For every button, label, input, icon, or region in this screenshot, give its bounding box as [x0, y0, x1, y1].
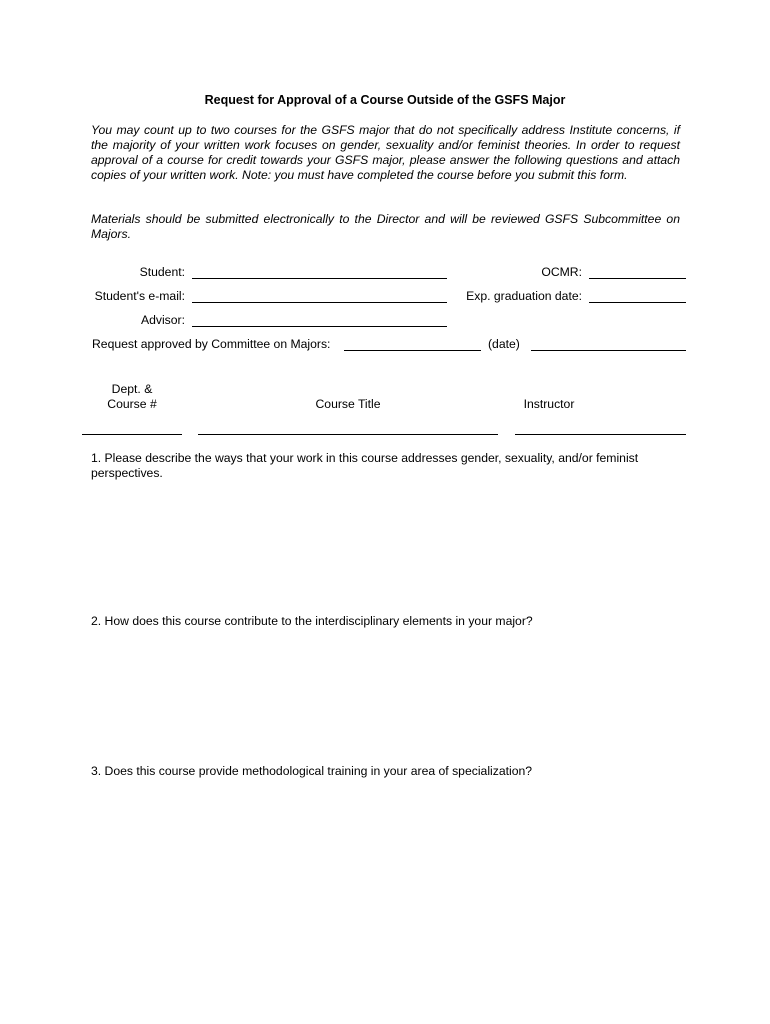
email-field[interactable] — [192, 302, 447, 303]
graduation-label: Exp. graduation date: — [466, 289, 582, 303]
course-title-header: Course Title — [315, 397, 381, 411]
advisor-field[interactable] — [192, 326, 447, 327]
question-1: 1. Please describe the ways that your work in this course addresses gender, sexuality, and/or feminist perspectives. — [91, 451, 639, 480]
instructor-field[interactable] — [515, 434, 686, 435]
ocmr-label: OCMR: — [541, 265, 582, 279]
approval-field[interactable] — [344, 350, 481, 351]
dept-course-field[interactable] — [82, 434, 182, 435]
date-label: (date) — [488, 337, 520, 351]
instructor-header: Instructor — [523, 397, 575, 411]
form-title: Request for Approval of a Course Outside of the GSFS Major — [204, 93, 566, 107]
course-title-field[interactable] — [198, 434, 498, 435]
intro-paragraph: You may count up to two courses for the GSFS major that do not specifically address Institute concerns, if the majority of your written work focuses on gender, sexuality and/or feminist theories. In order to request approval of a course for credit towards your GSFS major, please answer the following questions and attach copies of your written work. Note: you must have completed the course before you submit this form. — [91, 123, 680, 182]
student-field[interactable] — [192, 278, 447, 279]
dept-header-line2: Course # — [107, 397, 157, 411]
advisor-label: Advisor: — [140, 313, 185, 327]
materials-paragraph: Materials should be submitted electronically to the Director and will be reviewed GSFS Subcommittee on Majors. — [91, 212, 680, 241]
ocmr-field[interactable] — [589, 278, 686, 279]
student-label: Student: — [139, 265, 185, 279]
graduation-field[interactable] — [589, 302, 686, 303]
question-2: 2. How does this course contribute to the interdisciplinary elements in your major? — [91, 614, 533, 628]
date-field[interactable] — [531, 350, 686, 351]
approval-label: Request approved by Committee on Majors: — [92, 337, 331, 351]
email-label: Student's e-mail: — [94, 289, 185, 303]
question-3: 3. Does this course provide methodological training in your area of specialization? — [91, 764, 533, 778]
dept-header-line1: Dept. & — [111, 382, 153, 396]
